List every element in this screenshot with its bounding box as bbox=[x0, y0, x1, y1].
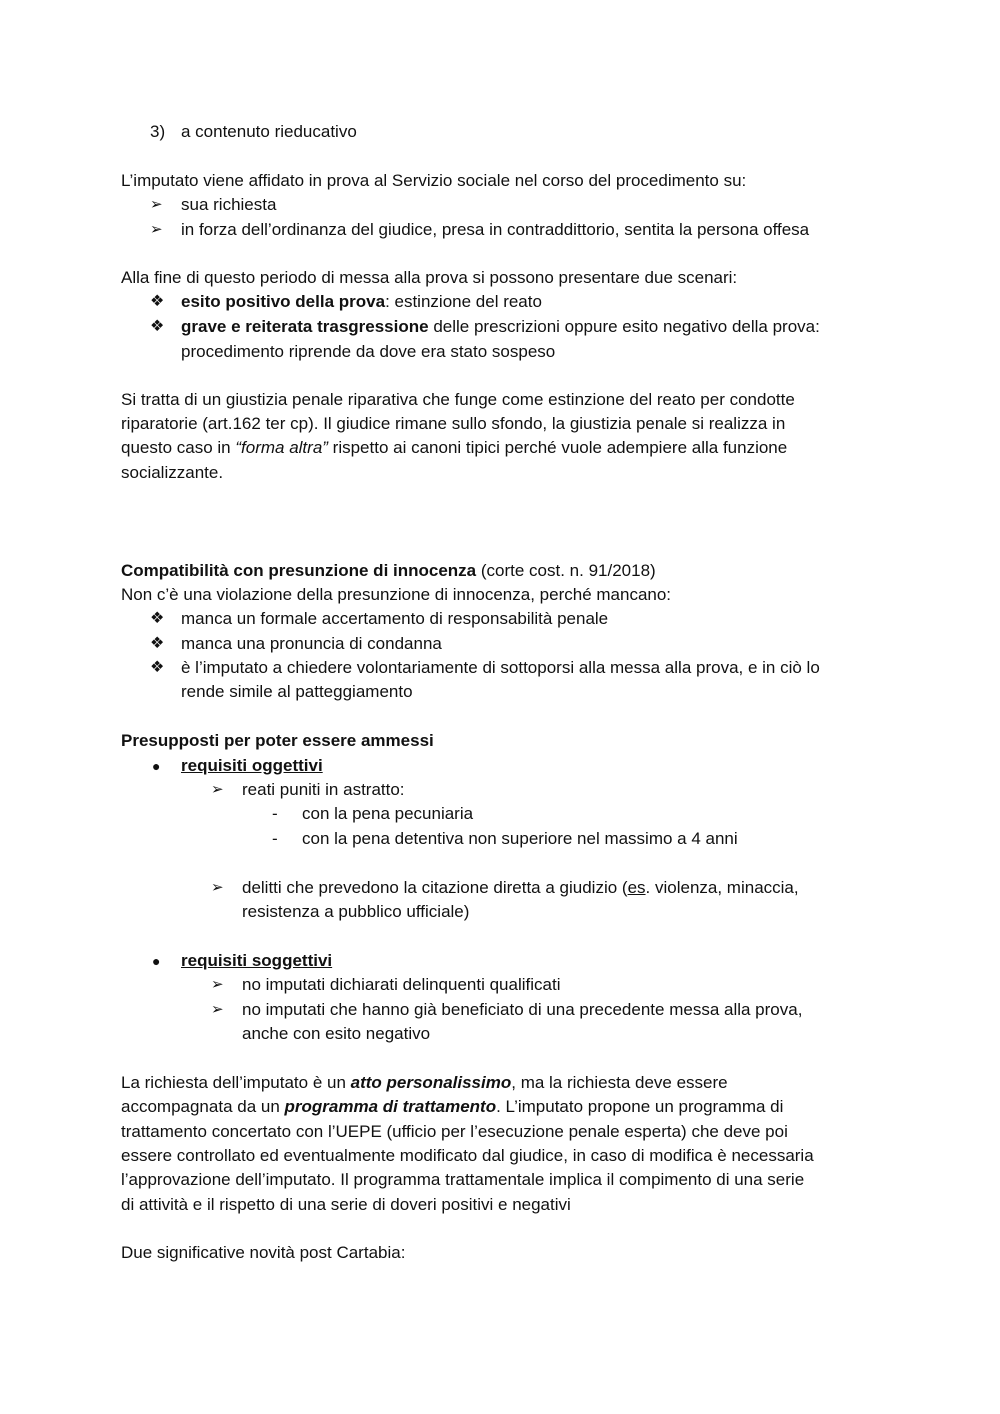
heading-reference: (corte cost. n. 91/2018) bbox=[476, 561, 656, 580]
text-run: delitti che prevedono la citazione diretta a giudizio ( bbox=[242, 878, 628, 897]
paragraph-line bbox=[121, 1071, 728, 1095]
text-run: , ma la richiesta deve essere bbox=[511, 1073, 728, 1092]
paragraph-line bbox=[121, 436, 787, 460]
list-item: con la pena detentiva non superiore nel massimo a 4 anni bbox=[302, 829, 738, 848]
paragraph-line: Non c’è una violazione della presunzione di innocenza, perché mancano: bbox=[121, 585, 672, 604]
list-item bbox=[181, 290, 542, 314]
bold-term: grave e reiterata trasgressione bbox=[181, 317, 429, 336]
list-item-text: a contenuto rieducativo bbox=[181, 122, 357, 141]
list-item: no imputati che hanno già beneficiato di una precedente messa alla prova, bbox=[242, 1000, 803, 1019]
arrow-bullet-icon: ➢ bbox=[150, 221, 163, 238]
text-run: La richiesta dell’imputato è un bbox=[121, 1073, 351, 1092]
list-item: manca un formale accertamento di responsabilità penale bbox=[181, 609, 609, 628]
bold-term: esito positivo della prova bbox=[181, 292, 386, 311]
list-item: è l’imputato a chiedere volontariamente di sottoporsi alla messa alla prova, e in ciò lo bbox=[181, 658, 820, 677]
list-item: no imputati dichiarati delinquenti qualificati bbox=[242, 975, 561, 994]
paragraph-line: di attività e il rispetto di una serie di doveri positivi e negativi bbox=[121, 1195, 571, 1214]
item-text: delle prescrizioni oppure esito negativo della prova: bbox=[428, 317, 820, 336]
list-item-continuation: anche con esito negativo bbox=[242, 1024, 431, 1043]
list-item bbox=[181, 315, 820, 339]
list-item: in forza dell’ordinanza del giudice, presa in contraddittorio, sentita la persona offesa bbox=[181, 220, 810, 239]
paragraph-line: L’imputato viene affidato in prova al Servizio sociale nel corso del procedimento su: bbox=[121, 171, 747, 190]
paragraph-line: l’approvazione dell’imputato. Il programma trattamentale implica il compimento di una serie bbox=[121, 1170, 805, 1189]
list-item: sua richiesta bbox=[181, 195, 277, 214]
italic-quote: “forma altra” bbox=[235, 438, 328, 457]
paragraph-line: trattamento concertato con l’UEPE (ufficio per l’esecuzione penale esperta) che deve poi bbox=[121, 1122, 788, 1141]
list-item: manca una pronuncia di condanna bbox=[181, 634, 442, 653]
paragraph-line: essere controllato ed eventualmente modificato dal giudice, in caso di modifica è necessaria bbox=[121, 1146, 814, 1165]
list-item-continuation: rende simile al patteggiamento bbox=[181, 682, 413, 701]
arrow-bullet-icon: ➢ bbox=[150, 196, 163, 213]
dash-bullet: - bbox=[272, 804, 278, 823]
paragraph-line bbox=[121, 1095, 783, 1119]
arrow-bullet-icon: ➢ bbox=[211, 781, 224, 798]
list-item-continuation: procedimento riprende da dove era stato sospeso bbox=[181, 342, 556, 361]
dash-bullet: - bbox=[272, 829, 278, 848]
paragraph-line: Alla fine di questo periodo di messa alla prova si possono presentare due scenari: bbox=[121, 268, 738, 287]
diamond-bullet-icon: ❖ bbox=[150, 318, 165, 335]
round-bullet-icon: ● bbox=[152, 953, 161, 969]
list-item: reati puniti in astratto: bbox=[242, 780, 405, 799]
text-run: . violenza, minaccia, bbox=[645, 878, 799, 897]
diamond-bullet-icon: ❖ bbox=[150, 293, 165, 310]
section-heading: Presupposti per poter essere ammessi bbox=[121, 731, 434, 750]
paragraph-line: Si tratta di un giustizia penale riparativa che funge come estinzione del reato per condotte bbox=[121, 390, 795, 409]
diamond-bullet-icon: ❖ bbox=[150, 635, 165, 652]
list-item: con la pena pecuniaria bbox=[302, 804, 474, 823]
list-item-continuation: resistenza a pubblico ufficiale) bbox=[242, 902, 470, 921]
arrow-bullet-icon: ➢ bbox=[211, 879, 224, 896]
diamond-bullet-icon: ❖ bbox=[150, 659, 165, 676]
bold-italic-term: programma di trattamento bbox=[284, 1097, 497, 1116]
section-heading bbox=[121, 559, 656, 583]
text-run: . L’imputato propone un programma di bbox=[496, 1097, 784, 1116]
list-number: 3) bbox=[150, 122, 166, 141]
text-run: questo caso in bbox=[121, 438, 236, 457]
underlined-abbr: es bbox=[627, 878, 646, 897]
paragraph-line: Due significative novità post Cartabia: bbox=[121, 1243, 406, 1262]
subheading-soggettivi: requisiti soggettivi bbox=[181, 951, 333, 970]
paragraph-line: socializzante. bbox=[121, 463, 224, 482]
bold-italic-term: atto personalissimo bbox=[350, 1073, 512, 1092]
round-bullet-icon: ● bbox=[152, 758, 161, 774]
text-run: accompagnata da un bbox=[121, 1097, 285, 1116]
arrow-bullet-icon: ➢ bbox=[211, 1001, 224, 1018]
heading-bold: Compatibilità con presunzione di innocenza bbox=[121, 561, 477, 580]
list-item bbox=[242, 876, 799, 900]
item-text: : estinzione del reato bbox=[385, 292, 542, 311]
text-run: rispetto ai canoni tipici perché vuole adempiere alla funzione bbox=[327, 438, 788, 457]
diamond-bullet-icon: ❖ bbox=[150, 610, 165, 627]
paragraph-line: riparatorie (art.162 ter cp). Il giudice rimane sullo sfondo, la giustizia penale si realizza in bbox=[121, 414, 786, 433]
subheading-oggettivi: requisiti oggettivi bbox=[181, 756, 323, 775]
arrow-bullet-icon: ➢ bbox=[211, 976, 224, 993]
